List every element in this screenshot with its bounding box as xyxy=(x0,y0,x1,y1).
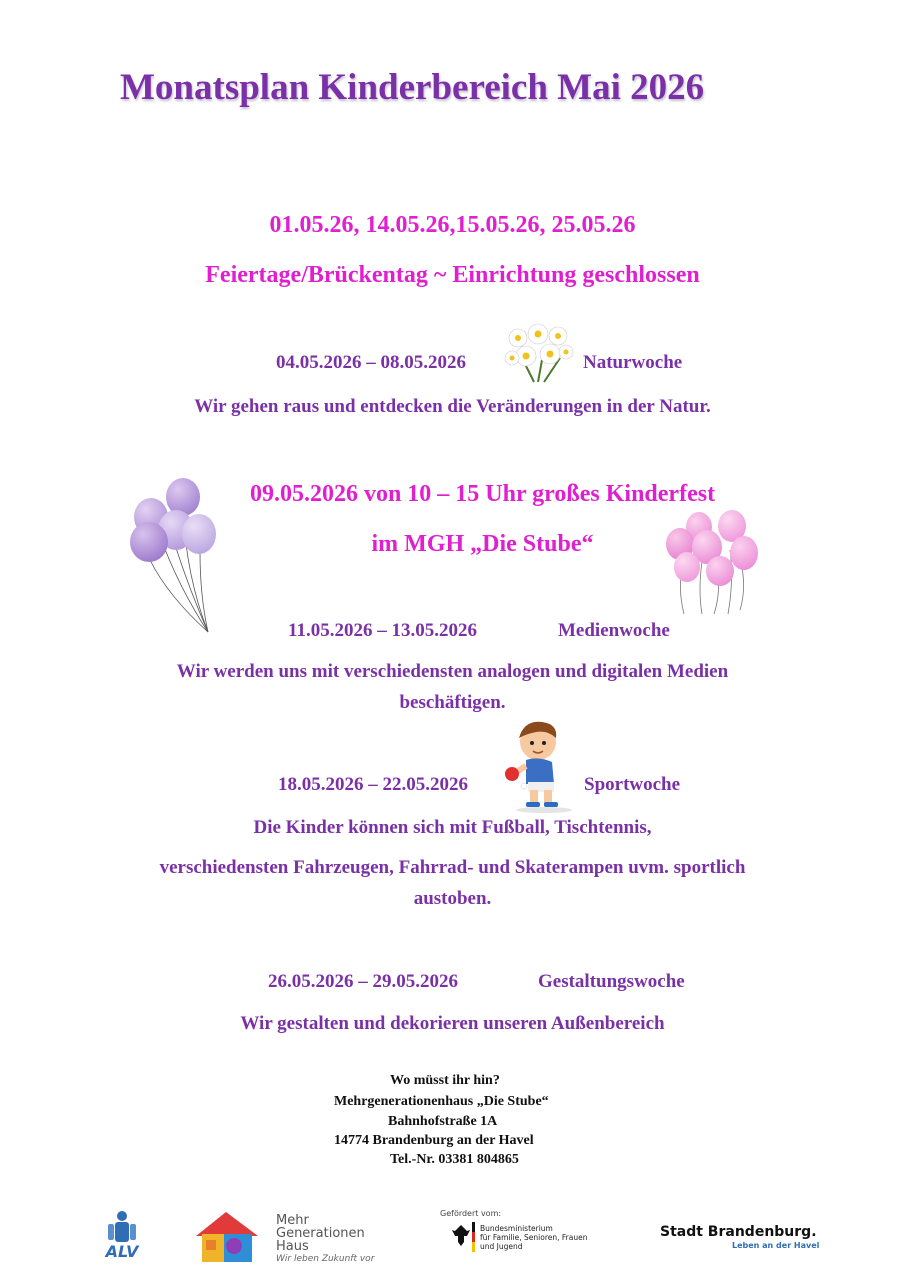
sportwoche-name: Sportwoche xyxy=(584,774,681,795)
naturwoche-name: Naturwoche xyxy=(583,352,683,373)
sportwoche-desc2: verschiedensten Fahrzeugen, Fahrrad- und Skaterampen uvm. sportlich xyxy=(159,857,746,878)
mgh-line3: Haus xyxy=(276,1239,309,1254)
address-question: Wo müsst ihr hin? xyxy=(390,1073,500,1088)
mgh-line1: Mehr xyxy=(276,1213,309,1228)
naturwoche-dates: 04.05.2026 – 08.05.2026 xyxy=(276,352,466,373)
closed-note: Feiertage/Brückentag ~ Einrichtung geschlossen xyxy=(205,262,700,288)
ministry-line3: und Jugend xyxy=(480,1242,523,1251)
mgh-logo xyxy=(192,1210,382,1270)
sportwoche-dates: 18.05.2026 – 22.05.2026 xyxy=(278,774,468,795)
gestaltungswoche-dates: 26.05.2026 – 29.05.2026 xyxy=(268,971,458,992)
balloons-left-icon xyxy=(128,476,228,636)
funded-by: Gefördert vom: xyxy=(440,1209,502,1218)
city-logo-name: Stadt Brandenburg. xyxy=(660,1224,817,1240)
daisy-bouquet-icon xyxy=(504,322,578,384)
ministry-line1: Bundesministerium xyxy=(480,1224,553,1233)
sportwoche-desc1: Die Kinder können sich mit Fußball, Tischtennis, xyxy=(253,817,652,838)
gestaltungswoche-name: Gestaltungswoche xyxy=(538,971,685,992)
federal-eagle-icon xyxy=(450,1222,472,1252)
address-city: 14774 Brandenburg an der Havel xyxy=(334,1133,534,1148)
kinderfest-line2: im MGH „Die Stube“ xyxy=(371,531,594,557)
gestaltungswoche-desc: Wir gestalten und dekorieren unseren Außenbereich xyxy=(240,1013,665,1034)
address-street: Bahnhofstraße 1A xyxy=(388,1114,498,1129)
ministry-line2: für Familie, Senioren, Frauen xyxy=(480,1233,588,1242)
balloons-right-icon xyxy=(662,510,764,620)
sportwoche-desc3: austoben. xyxy=(413,888,492,909)
kinderfest-line1: 09.05.2026 von 10 – 15 Uhr großes Kinderfest xyxy=(249,481,716,507)
alv-logo xyxy=(98,1210,146,1262)
closed-dates: 01.05.26, 14.05.26,15.05.26, 25.05.26 xyxy=(269,212,636,238)
medienwoche-name: Medienwoche xyxy=(558,620,670,641)
address-name: Mehrgenerationenhaus „Die Stube“ xyxy=(334,1094,549,1109)
address-phone: Tel.-Nr. 03381 804865 xyxy=(390,1152,519,1167)
medienwoche-dates: 11.05.2026 – 13.05.2026 xyxy=(288,620,477,641)
ministry-logo xyxy=(450,1222,590,1258)
naturwoche-desc: Wir gehen raus und entdecken die Veränderungen in der Natur. xyxy=(194,396,711,417)
table-tennis-boy-icon xyxy=(504,716,576,814)
medienwoche-desc1: Wir werden uns mit verschiedensten analogen und digitalen Medien xyxy=(176,661,729,682)
medienwoche-desc2: beschäftigen. xyxy=(399,692,506,713)
mgh-line2: Generationen xyxy=(276,1226,365,1241)
mgh-tagline: Wir leben Zukunft vor xyxy=(276,1254,375,1264)
page-title: Monatsplan Kinderbereich Mai 2026 xyxy=(120,67,705,108)
alv-logo-text: ALV xyxy=(105,1242,139,1261)
city-logo-tagline: Leben an der Havel xyxy=(732,1241,820,1250)
